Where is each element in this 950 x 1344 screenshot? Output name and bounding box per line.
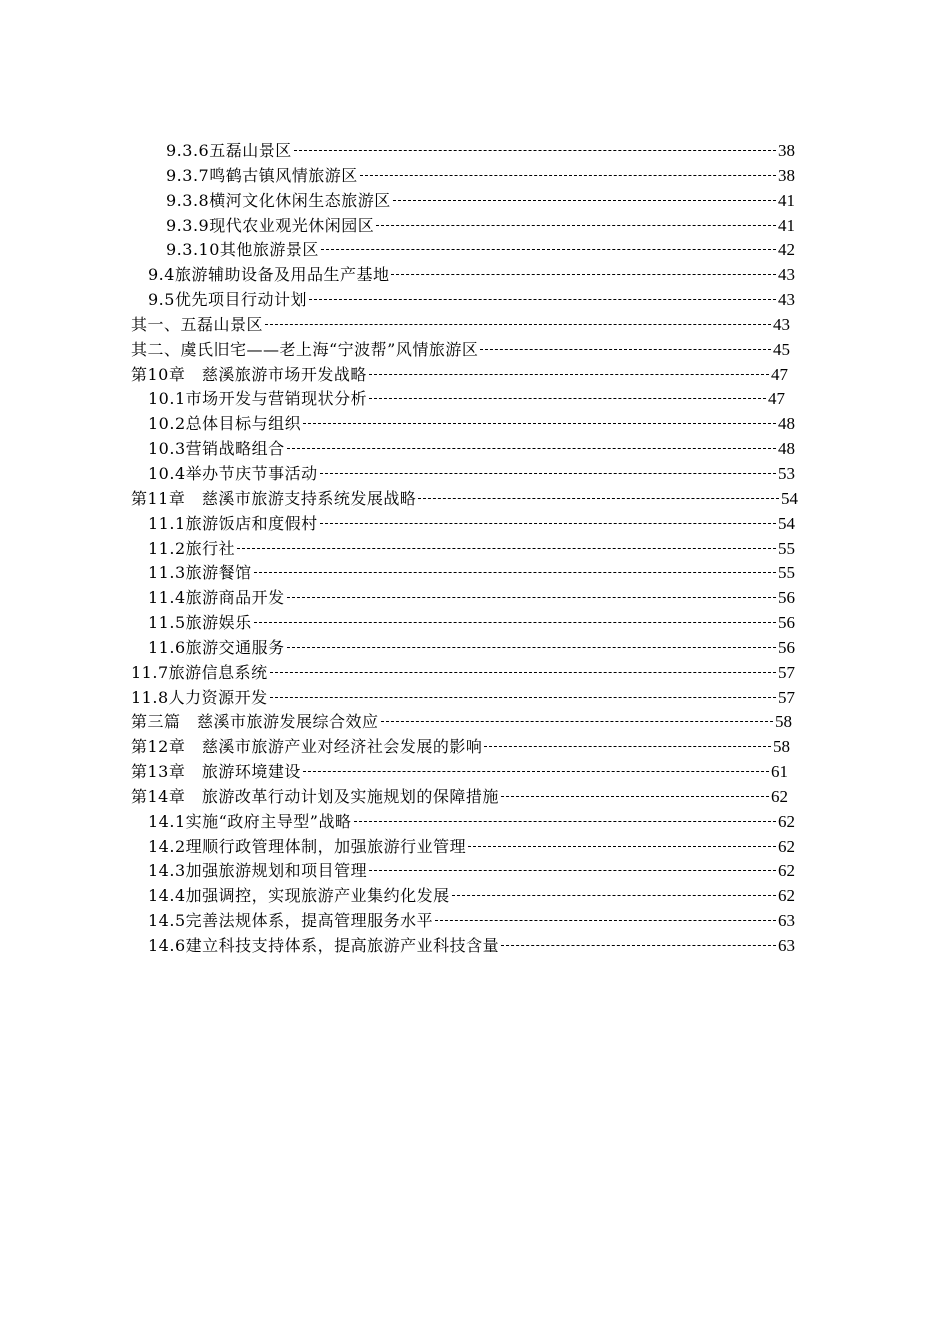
toc-leader	[303, 423, 776, 424]
toc-line	[0, 760, 950, 785]
toc-page-number: 38	[778, 141, 795, 160]
toc-page-number: 62	[778, 836, 795, 856]
toc-page-number: 54	[778, 513, 795, 533]
toc-line	[0, 412, 950, 437]
toc-page-number: 42	[778, 240, 795, 260]
toc-title: 11.4旅游商品开发	[148, 588, 285, 608]
toc-title: 10.3营销战略组合	[148, 439, 285, 459]
toc-leader	[480, 349, 771, 350]
toc-entry[interactable]	[166, 238, 795, 263]
toc-leader	[303, 771, 769, 772]
toc-title: 10.2总体目标与组织	[148, 414, 302, 434]
toc-line	[0, 636, 950, 661]
toc-leader	[435, 920, 776, 921]
toc-line	[0, 661, 950, 686]
toc-leader	[287, 647, 776, 648]
toc-line	[0, 835, 950, 860]
toc-leader	[484, 746, 771, 747]
toc-page-number: 57	[778, 687, 795, 707]
toc-title: 9.3.7鸣鹤古镇风情旅游区	[166, 165, 358, 185]
toc-entry[interactable]	[148, 810, 795, 835]
toc-line	[0, 288, 950, 313]
toc-title: 11.3旅游餐馆	[148, 563, 252, 583]
toc-line	[0, 487, 950, 512]
toc-title: 14.3加强旅游规划和项目管理	[148, 861, 368, 881]
toc-leader	[393, 200, 776, 201]
toc-title: 第11章 慈溪市旅游支持系统发展战略	[131, 488, 417, 508]
toc-leader	[287, 597, 776, 598]
toc-line	[0, 164, 950, 189]
toc-leader	[369, 374, 769, 375]
toc-title: 14.5完善法规体系，提高管理服务水平	[148, 911, 434, 931]
toc-leader	[254, 572, 776, 573]
toc-line	[0, 934, 950, 959]
toc-entry[interactable]	[148, 561, 795, 586]
toc-title: 第10章 慈溪旅游市场开发战略	[131, 364, 367, 384]
toc-title: 9.3.9现代农业观光休闲园区	[166, 215, 375, 235]
toc-line	[0, 462, 950, 487]
toc-entry[interactable]	[148, 437, 795, 462]
toc-title: 9.5优先项目行动计划	[148, 290, 307, 310]
toc-leader	[320, 523, 776, 524]
toc-title: 9.3.8横河文化休闲生态旅游区	[166, 190, 391, 210]
toc-page-number: 63	[778, 936, 795, 955]
toc-line	[0, 338, 950, 363]
toc-title: 14.2理顺行政管理体制，加强旅游行业管理	[148, 836, 467, 856]
toc-line	[0, 810, 950, 835]
toc-entry[interactable]	[148, 909, 795, 934]
toc-entry[interactable]	[148, 835, 795, 860]
toc-leader	[237, 548, 776, 549]
toc-leader	[501, 796, 769, 797]
table-of-contents	[0, 139, 950, 959]
toc-title: 14.4加强调控，实现旅游产业集约化发展	[148, 886, 450, 906]
toc-line	[0, 537, 950, 562]
toc-title: 第三篇 慈溪市旅游发展综合效应	[131, 712, 379, 732]
toc-page-number: 55	[778, 563, 795, 583]
toc-entry[interactable]	[166, 139, 795, 164]
toc-title: 第13章 旅游环境建设	[131, 762, 301, 782]
toc-entry[interactable]	[131, 710, 792, 735]
toc-line	[0, 561, 950, 586]
toc-line	[0, 859, 950, 884]
toc-page-number: 43	[778, 265, 795, 285]
toc-title: 第14章 旅游改革行动计划及实施规划的保障措施	[131, 786, 499, 806]
toc-page-number: 41	[778, 190, 795, 210]
toc-line	[0, 735, 950, 760]
toc-title: 11.7旅游信息系统	[131, 662, 268, 682]
toc-entry[interactable]	[148, 636, 795, 661]
toc-title: 9.4旅游辅助设备及用品生产基地	[148, 265, 390, 285]
toc-line	[0, 611, 950, 636]
toc-line	[0, 363, 950, 388]
toc-line	[0, 263, 950, 288]
toc-entry[interactable]	[166, 164, 795, 189]
toc-page-number: 55	[778, 538, 795, 558]
toc-line	[0, 214, 950, 239]
toc-entry[interactable]	[131, 785, 788, 810]
toc-title: 其一、五磊山景区	[131, 314, 264, 334]
toc-entry[interactable]	[148, 586, 795, 611]
toc-line	[0, 139, 950, 164]
toc-leader	[254, 622, 776, 623]
toc-title: 11.2旅行社	[148, 538, 236, 558]
toc-page-number: 62	[778, 811, 795, 831]
toc-page-number: 53	[778, 463, 795, 483]
toc-page-number: 48	[778, 439, 795, 459]
toc-entry[interactable]	[148, 859, 795, 884]
toc-line	[0, 238, 950, 263]
toc-line	[0, 512, 950, 537]
toc-leader	[265, 324, 771, 325]
toc-title: 11.1旅游饭店和度假村	[148, 513, 318, 533]
toc-title: 11.8人力资源开发	[131, 687, 268, 707]
toc-leader	[320, 473, 776, 474]
toc-entry[interactable]	[131, 363, 788, 388]
toc-page-number: 43	[773, 314, 790, 334]
toc-leader	[381, 721, 773, 722]
toc-page-number: 58	[775, 712, 792, 732]
toc-entry[interactable]	[148, 611, 795, 636]
toc-page-number: 56	[778, 613, 795, 633]
toc-leader	[360, 175, 776, 176]
toc-line	[0, 189, 950, 214]
toc-entry[interactable]	[131, 661, 795, 686]
toc-entry[interactable]	[148, 263, 795, 288]
toc-entry[interactable]	[148, 412, 795, 437]
toc-page-number: 62	[771, 786, 788, 806]
toc-page-number: 63	[778, 911, 795, 931]
toc-entry[interactable]	[148, 884, 795, 909]
toc-entry[interactable]	[148, 462, 795, 487]
toc-line	[0, 437, 950, 462]
toc-title: 第12章 慈溪市旅游产业对经济社会发展的影响	[131, 737, 483, 757]
toc-leader	[321, 249, 776, 250]
toc-page-number: 41	[778, 215, 795, 235]
toc-page-number: 48	[778, 414, 795, 434]
toc-leader	[309, 299, 776, 300]
toc-leader	[369, 398, 766, 399]
toc-title: 14.1实施“政府主导型”战略	[148, 811, 352, 831]
toc-entry[interactable]	[131, 760, 788, 785]
toc-leader	[270, 672, 776, 673]
toc-line	[0, 884, 950, 909]
toc-page-number: 61	[771, 762, 788, 782]
toc-page-number: 62	[778, 861, 795, 881]
toc-leader	[294, 150, 776, 151]
toc-entry[interactable]	[148, 934, 795, 959]
toc-title: 10.4举办节庆节事活动	[148, 463, 318, 483]
toc-leader	[369, 870, 776, 871]
toc-line	[0, 586, 950, 611]
toc-line	[0, 686, 950, 711]
toc-leader	[376, 225, 776, 226]
toc-page-number: 56	[778, 637, 795, 657]
toc-page-number: 45	[773, 339, 790, 359]
toc-line	[0, 387, 950, 412]
toc-entry[interactable]	[148, 512, 795, 537]
toc-leader	[501, 945, 776, 946]
toc-title: 9.3.6五磊山景区	[166, 141, 292, 160]
toc-entry[interactable]	[131, 487, 798, 512]
toc-page-number: 47	[771, 364, 788, 384]
toc-leader	[287, 448, 776, 449]
toc-title: 10.1市场开发与营销现状分析	[148, 389, 368, 409]
toc-entry[interactable]	[148, 288, 795, 313]
toc-leader	[468, 846, 776, 847]
toc-entry[interactable]	[148, 387, 785, 412]
toc-entry[interactable]	[131, 338, 790, 363]
toc-line	[0, 313, 950, 338]
toc-leader	[354, 821, 777, 822]
toc-leader	[452, 895, 776, 896]
toc-title: 其二、虞氏旧宅——老上海“宁波帮”风情旅游区	[131, 339, 479, 359]
toc-entry[interactable]	[166, 214, 795, 239]
toc-page-number: 54	[781, 488, 798, 508]
toc-leader	[418, 498, 779, 499]
toc-page-number: 58	[773, 737, 790, 757]
toc-line	[0, 710, 950, 735]
toc-page-number: 43	[778, 290, 795, 310]
toc-page-number: 47	[768, 389, 785, 409]
toc-title: 14.6建立科技支持体系，提高旅游产业科技含量	[148, 936, 500, 955]
toc-entry[interactable]	[166, 189, 795, 214]
toc-entry[interactable]	[131, 686, 795, 711]
toc-title: 11.5旅游娱乐	[148, 613, 252, 633]
toc-entry[interactable]	[148, 537, 795, 562]
toc-title: 9.3.10其他旅游景区	[166, 240, 319, 260]
toc-entry[interactable]	[131, 313, 790, 338]
toc-line	[0, 785, 950, 810]
toc-line	[0, 909, 950, 934]
toc-entry[interactable]	[131, 735, 790, 760]
toc-title: 11.6旅游交通服务	[148, 637, 285, 657]
toc-leader	[270, 697, 776, 698]
toc-page-number: 56	[778, 588, 795, 608]
toc-page-number: 62	[778, 886, 795, 906]
toc-page-number: 57	[778, 662, 795, 682]
toc-page-number: 38	[778, 165, 795, 185]
toc-leader	[391, 274, 776, 275]
